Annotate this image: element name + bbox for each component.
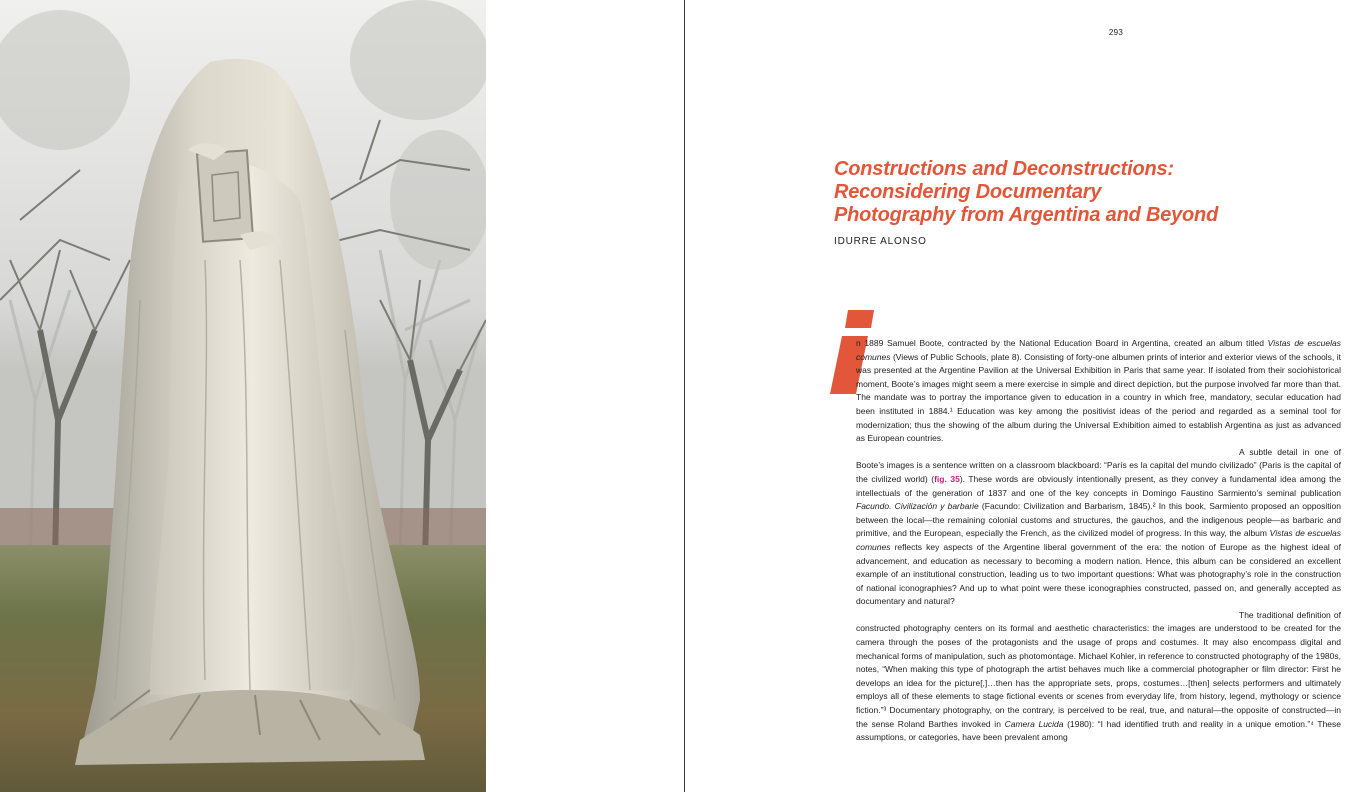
page-gutter	[684, 0, 685, 792]
page-number: 293	[1108, 28, 1124, 37]
article-body	[856, 337, 1341, 745]
statue-photo-illustration	[0, 0, 486, 792]
blank-page-margin	[486, 0, 684, 792]
figure-reference-link[interactable]: fig. 35	[934, 473, 960, 484]
body-paragraph-1: n 1889 Samuel Boote, contracted by the National Education Board in Argentina, created an album titled Vistas de escuelas comunes (Views of Public Schools, plate 8). Consisting of forty-one albumen prints of interior and exterior views of the schools, it was presented at the Argentine Pavilion at the Universal Exhibition in Paris that same year. If isolated from their sociohistorical moment, Boote’s images might seem a mere exercise in simple and direct depiction, but the purpose involved far more than that. The mandate was to portray the importance given to education in a country in which free, mandatory, secular education had been instituted in 1884.¹ Education was key among the positivist ideas of the period and regarded as a seminal tool for modernization; thus the showing of the album during the Universal Exhibition aimed to establish Argentina as just as advanced as European countries.	[856, 338, 1342, 444]
article-title	[834, 158, 1334, 227]
body-paragraph-2: A subtle detail in one of Boote’s images is a sentence written on a classroom blackboard: “París es la capital del mundo civilizado” (Paris is the capital of the civilized world) (fig. 35). These words are obviously intentionally present, as they convey a fundamental idea among the intellectuals of the generation of 1837 and one of the key concepts in Domingo Faustino Sarmiento’s seminal publication Facundo. Civilización y barbarie (Facundo: Civilization and Barbarism, 1845).² In this book, Sarmiento proposed an opposition between the local—the remaining colonial customs and structures, the gauchos, and the indigenous people—as barbaric and primitive, and the European, especially the French, as the civilized model of progress. In this way, the album Vistas de escuelas comunes reflects key aspects of the Argentine liberal government of the era: the notion of Europe as the highest ideal of advancement, and education as necessary to becoming a modern nation. Hence, this album can be considered an excellent example of an institutional construction, leading us to two important questions: What was photography’s role in the construction of national iconographies? And up to what point were these iconographies constructed, passed on, and generally accepted as documentary and natural?	[856, 446, 1342, 607]
title-line-3: Photography from Argentina and Beyond	[834, 204, 1219, 226]
title-line-1: Constructions and Deconstructions:	[834, 158, 1174, 180]
statue-photograph	[0, 0, 486, 792]
author-name: IDURRE ALONSO	[834, 236, 927, 247]
title-line-2: Reconsidering Documentary	[834, 181, 1102, 203]
body-paragraph-3: The traditional definition of constructed photography centers on its formal and aesthetic characteristics: the images are understood to be created for the camera through the poses of the protagonists and the usage of props and costumes. It may also encompass digital and mechanical forms of manipulation, such as photomontage. Michael Kohler, in reference to constructed photography of the 1980s, notes, “When making this type of photograph the artist behaves much like a commercial photographer or film director: First he develops an idea for the picture[,]…then has the appropriate sets, props, costumes…[then] selects performers and ultimately employs all of these elements to stage fictional events or scenes from everyday life, from history, legend, mythology or science fiction.”³ Documentary photography, on the contrary, is perceived to be real, true, and natural—the opposite of constructed—in the sense Roland Barthes invoked in Camera Lucida (1980): “I had identified truth and reality in a unique emotion.”⁴ These assumptions, or categories, have been prevalent among	[856, 609, 1341, 743]
